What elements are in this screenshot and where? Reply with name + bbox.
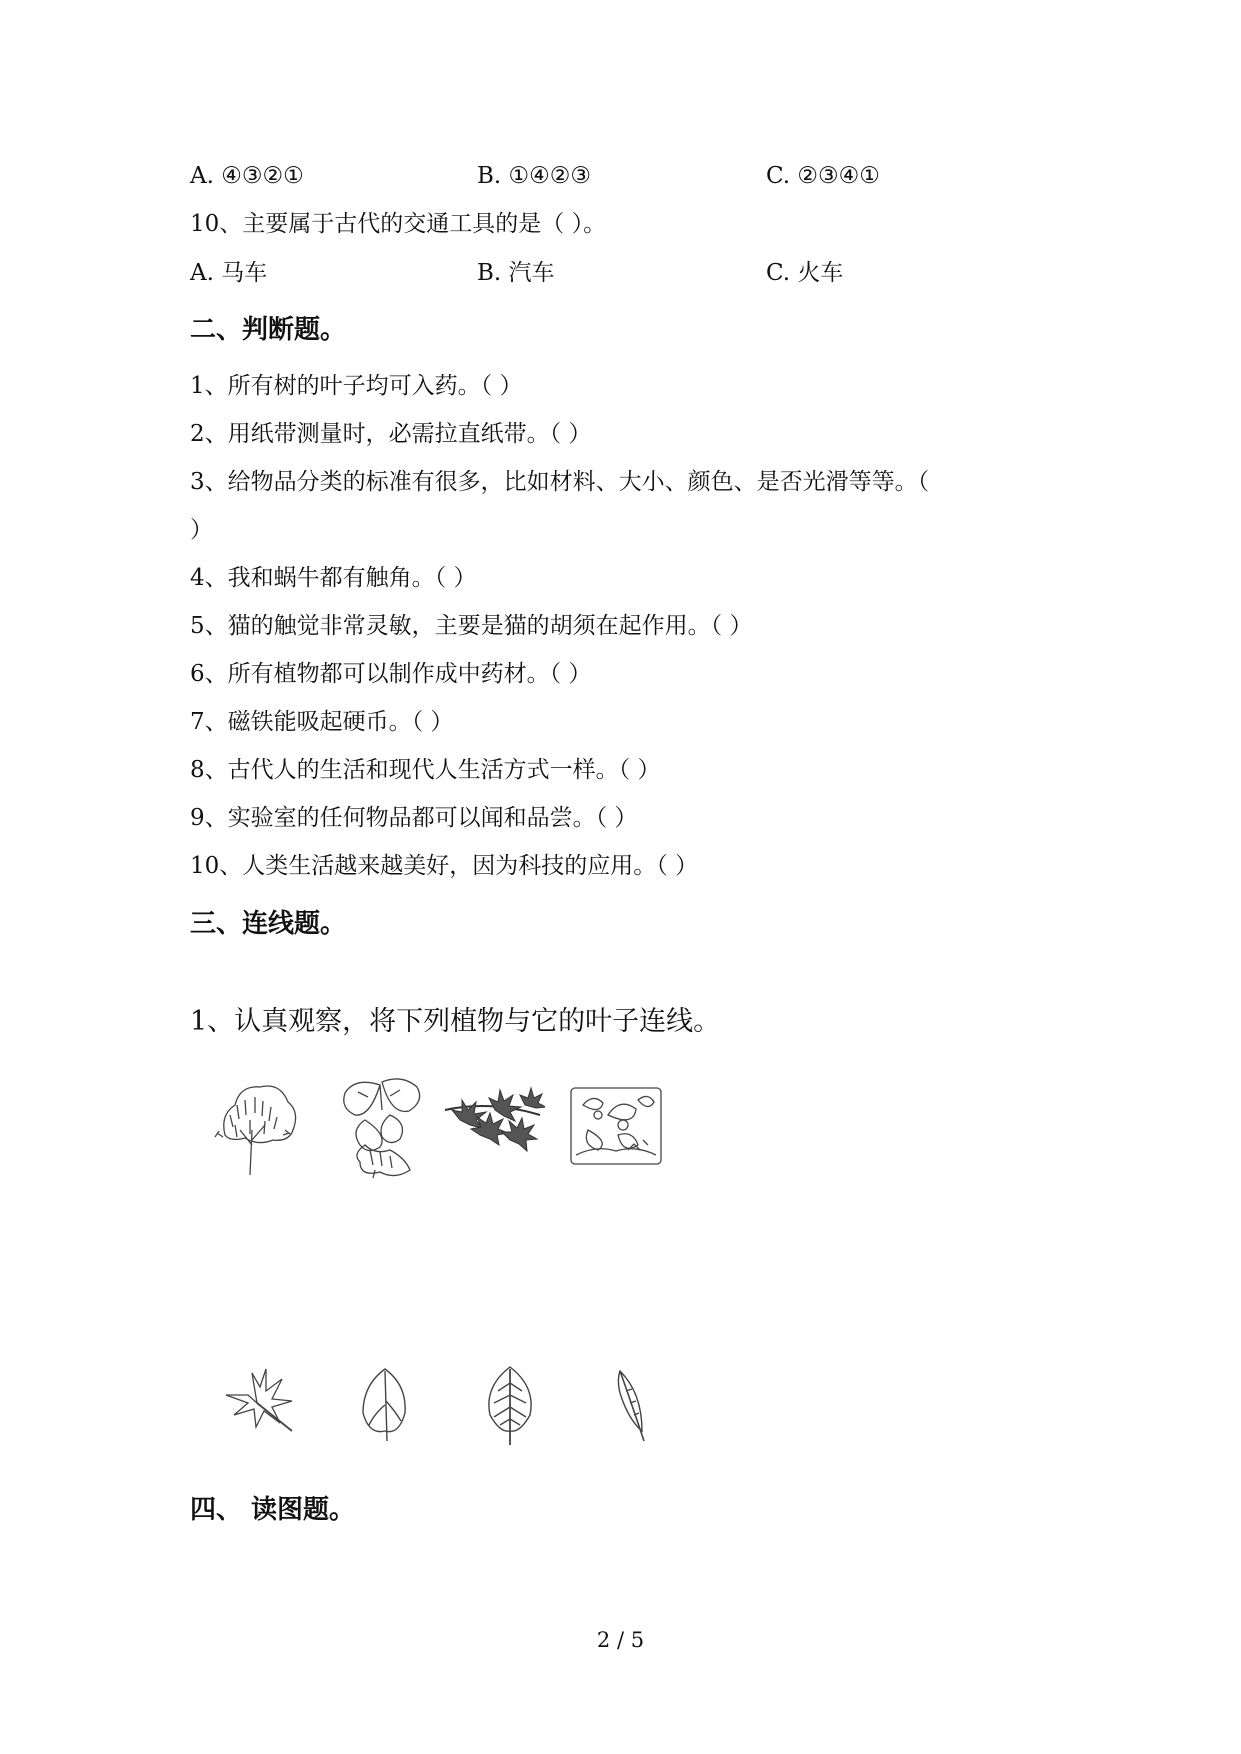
q9-option-a: A. ④③②① xyxy=(190,163,304,189)
morning-glory-icon xyxy=(568,1085,664,1167)
q9-option-b: B. ①④②③ xyxy=(477,163,592,189)
judge-item-3-cont: ） xyxy=(190,517,213,543)
page-number: 2 / 5 xyxy=(596,1628,645,1652)
poplar-branch-icon xyxy=(330,1070,430,1182)
section-3-title: 三、连线题。 xyxy=(190,909,347,939)
q10-text: 10、主要属于古代的交通工具的是（ ）。 xyxy=(190,211,607,237)
willow-tree-icon xyxy=(205,1075,300,1180)
judge-item-6: 6、所有植物都可以制作成中药材。（ ） xyxy=(190,661,592,687)
section-2-title: 二、判断题。 xyxy=(190,315,347,345)
willow-leaf-icon xyxy=(608,1365,656,1447)
judge-item-5: 5、猫的触觉非常灵敏，主要是猫的胡须在起作用。（ ） xyxy=(190,613,753,639)
q10-option-a: A. 马车 xyxy=(190,260,268,286)
judge-item-4: 4、我和蜗牛都有触角。（ ） xyxy=(190,565,477,591)
poplar-leaf-icon xyxy=(355,1365,415,1443)
round-leaf-icon xyxy=(480,1365,540,1447)
section-4-title: 四、 读图题。 xyxy=(190,1495,356,1525)
q10-option-b: B. 汽车 xyxy=(477,260,555,286)
matching-question: 1、认真观察，将下列植物与它的叶子连线。 xyxy=(190,1006,721,1037)
maple-branch-icon xyxy=(440,1080,545,1172)
q9-option-c: C. ②③④① xyxy=(766,163,880,189)
maple-leaf-icon xyxy=(222,1365,297,1435)
judge-item-7: 7、磁铁能吸起硬币。（ ） xyxy=(190,709,454,735)
judge-item-8: 8、古代人的生活和现代人生活方式一样。（ ） xyxy=(190,757,661,783)
q10-option-c: C. 火车 xyxy=(766,260,844,286)
judge-item-1: 1、所有树的叶子均可入药。（ ） xyxy=(190,373,523,399)
judge-item-2: 2、用纸带测量时，必需拉直纸带。（ ） xyxy=(190,421,592,447)
judge-item-10: 10、人类生活越来越美好，因为科技的应用。（ ） xyxy=(190,853,699,879)
judge-item-3: 3、给物品分类的标准有很多，比如材料、大小、颜色、是否光滑等等。（ xyxy=(190,469,930,495)
judge-item-9: 9、实验室的任何物品都可以闻和品尝。（ ） xyxy=(190,805,638,831)
